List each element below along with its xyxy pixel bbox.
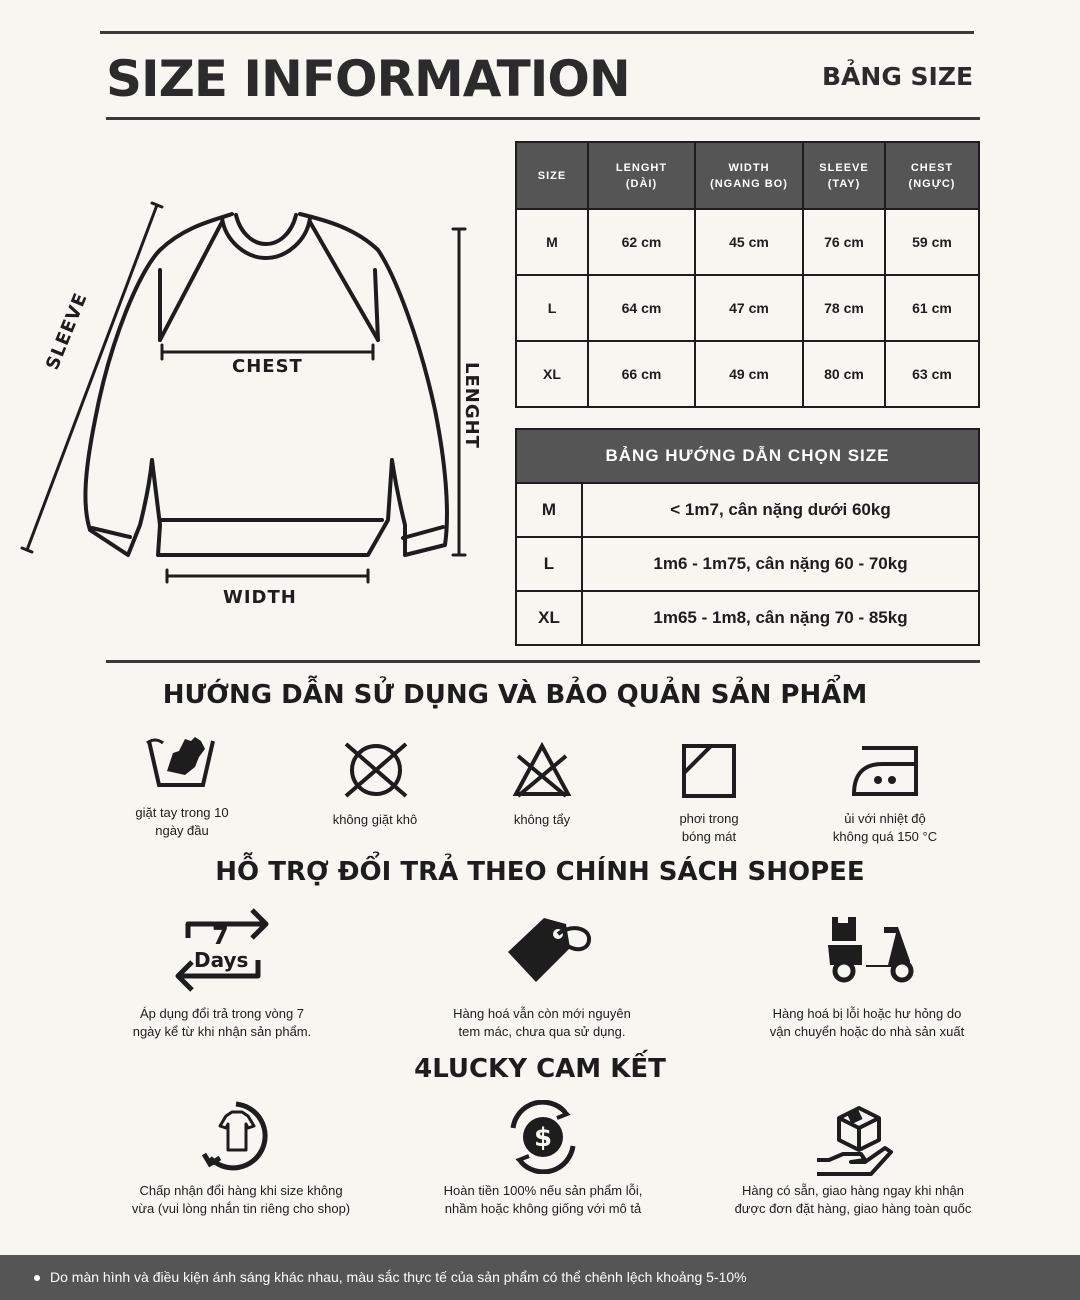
commitment-caption-delivery: Hàng có sẵn, giao hàng ngay khi nhận được đơn đặt hàng, giao hàng toàn quốc [734,1183,972,1216]
table-cell: 61 cm [885,275,979,341]
care-caption-iron: ủi với nhiệt độ không quá 150 °C [832,811,938,844]
shirt-exchange-icon [200,1100,274,1174]
table-cell: 64 cm [588,275,695,341]
table-cell: 1m65 - 1m8, cân nặng 70 - 85kg [582,591,979,645]
footer-note: Do màn hình và điều kiện ánh sáng khác nhau, màu sắc thực tế của sản phẩm có thể chênh lệch khoảng 5-10% [50,1269,747,1285]
table-cell: 66 cm [588,341,695,407]
header-size: SIZE [516,142,588,209]
hand-wash-icon [145,733,217,791]
returns-heading: HỖ TRỢ ĐỔI TRẢ THEO CHÍNH SÁCH SHOPEE [215,857,865,887]
table-cell: 62 cm [588,209,695,275]
table-cell: L [516,275,588,341]
table-cell: 1m6 - 1m75, cân nặng 60 - 70kg [582,537,979,591]
table-cell: XL [516,341,588,407]
sleeve-label: SLEEVE [42,289,92,373]
returns-caption-price-tag: Hàng hoá vẫn còn mới nguyên tem mác, chưa qua sử dụng. [453,1006,631,1039]
table-row [516,209,979,275]
commitment-caption-refund: Hoàn tiền 100% nếu sản phẩm lỗi, nhầm hoặc không giống với mô tả [443,1183,643,1216]
table-row [516,591,979,645]
sweater-collar [222,218,310,258]
size-guide-title: BẢNG HƯỚNG DẪN CHỌN SIZE [516,429,979,483]
care-caption-no-bleach: không tẩy [513,812,571,827]
page-title: SIZE INFORMATION [106,50,630,108]
table-cell: < 1m7, cân nặng dưới 60kg [582,483,979,537]
table-cell: L [516,537,582,591]
table-cell: 76 cm [803,209,885,275]
table-cell: 78 cm [803,275,885,341]
svg-text:$: $ [533,1123,553,1153]
chest-label: CHEST [232,356,303,377]
iron-icon [850,742,922,800]
table-row [516,275,979,341]
size-table [515,141,980,408]
bullet-icon [34,1275,40,1281]
shade-dry-icon [681,743,737,799]
table-cell: 80 cm [803,341,885,407]
length-label: LENGHT [461,362,482,449]
table-cell: 49 cm [695,341,803,407]
header-width: WIDTH (NGANG BO) [695,142,803,209]
table-row [516,537,979,591]
table-cell: 59 cm [885,209,979,275]
footer-note-bar [0,1255,1080,1300]
sleeve-dimension-line [27,205,157,550]
table-row [516,341,979,407]
commitment-heading: 4LUCKY CAM KẾT [414,1054,666,1084]
sweater-outline [85,214,447,555]
no-bleach-icon [512,742,572,798]
top-rule [100,31,974,34]
page-subtitle: BẢNG SIZE [822,62,974,91]
header-chest: CHEST (NGỰC) [885,142,979,209]
money-refund-icon [505,1100,581,1174]
table-cell: 47 cm [695,275,803,341]
care-caption-hand-wash: giặt tay trong 10 ngày đầu [135,805,229,838]
header-sleeve: SLEEVE (TAY) [803,142,885,209]
returns-caption-seven-days: Áp dụng đổi trả trong vòng 7 ngày kể từ khi nhận sản phẩm. [132,1006,312,1039]
size-table-header [516,142,979,209]
returns-caption-scooter: Hàng hoá bị lỗi hoặc hư hỏng do vận chuyển hoặc do nhà sản xuất [769,1006,965,1039]
section-rule [106,660,980,663]
table-cell: 45 cm [695,209,803,275]
no-dry-clean-icon [342,742,410,798]
header-rule [106,117,980,120]
seven-days-word: Days [194,948,249,972]
header-length: LENGHT (DÀI) [588,142,695,209]
delivery-scooter-icon [826,913,916,983]
package-hand-icon [815,1104,895,1182]
care-caption-no-dry-clean: không giặt khô [332,812,418,827]
size-guide-table [515,428,980,646]
seven-days-number: 7 [212,922,229,950]
price-tag-icon [504,914,594,986]
table-cell: M [516,483,582,537]
table-row [516,483,979,537]
table-cell: 63 cm [885,341,979,407]
table-cell: M [516,209,588,275]
table-cell: XL [516,591,582,645]
care-caption-shade-dry: phơi trong bóng mát [679,811,739,844]
width-label: WIDTH [223,587,297,608]
commitment-caption-exchange: Chấp nhận đổi hàng khi size không vừa (vui lòng nhắn tin riêng cho shop) [131,1183,351,1216]
care-heading: HƯỚNG DẪN SỬ DỤNG VÀ BẢO QUẢN SẢN PHẨM [162,680,868,710]
sweater-diagram [15,195,485,615]
seven-days-return-icon [172,902,272,998]
